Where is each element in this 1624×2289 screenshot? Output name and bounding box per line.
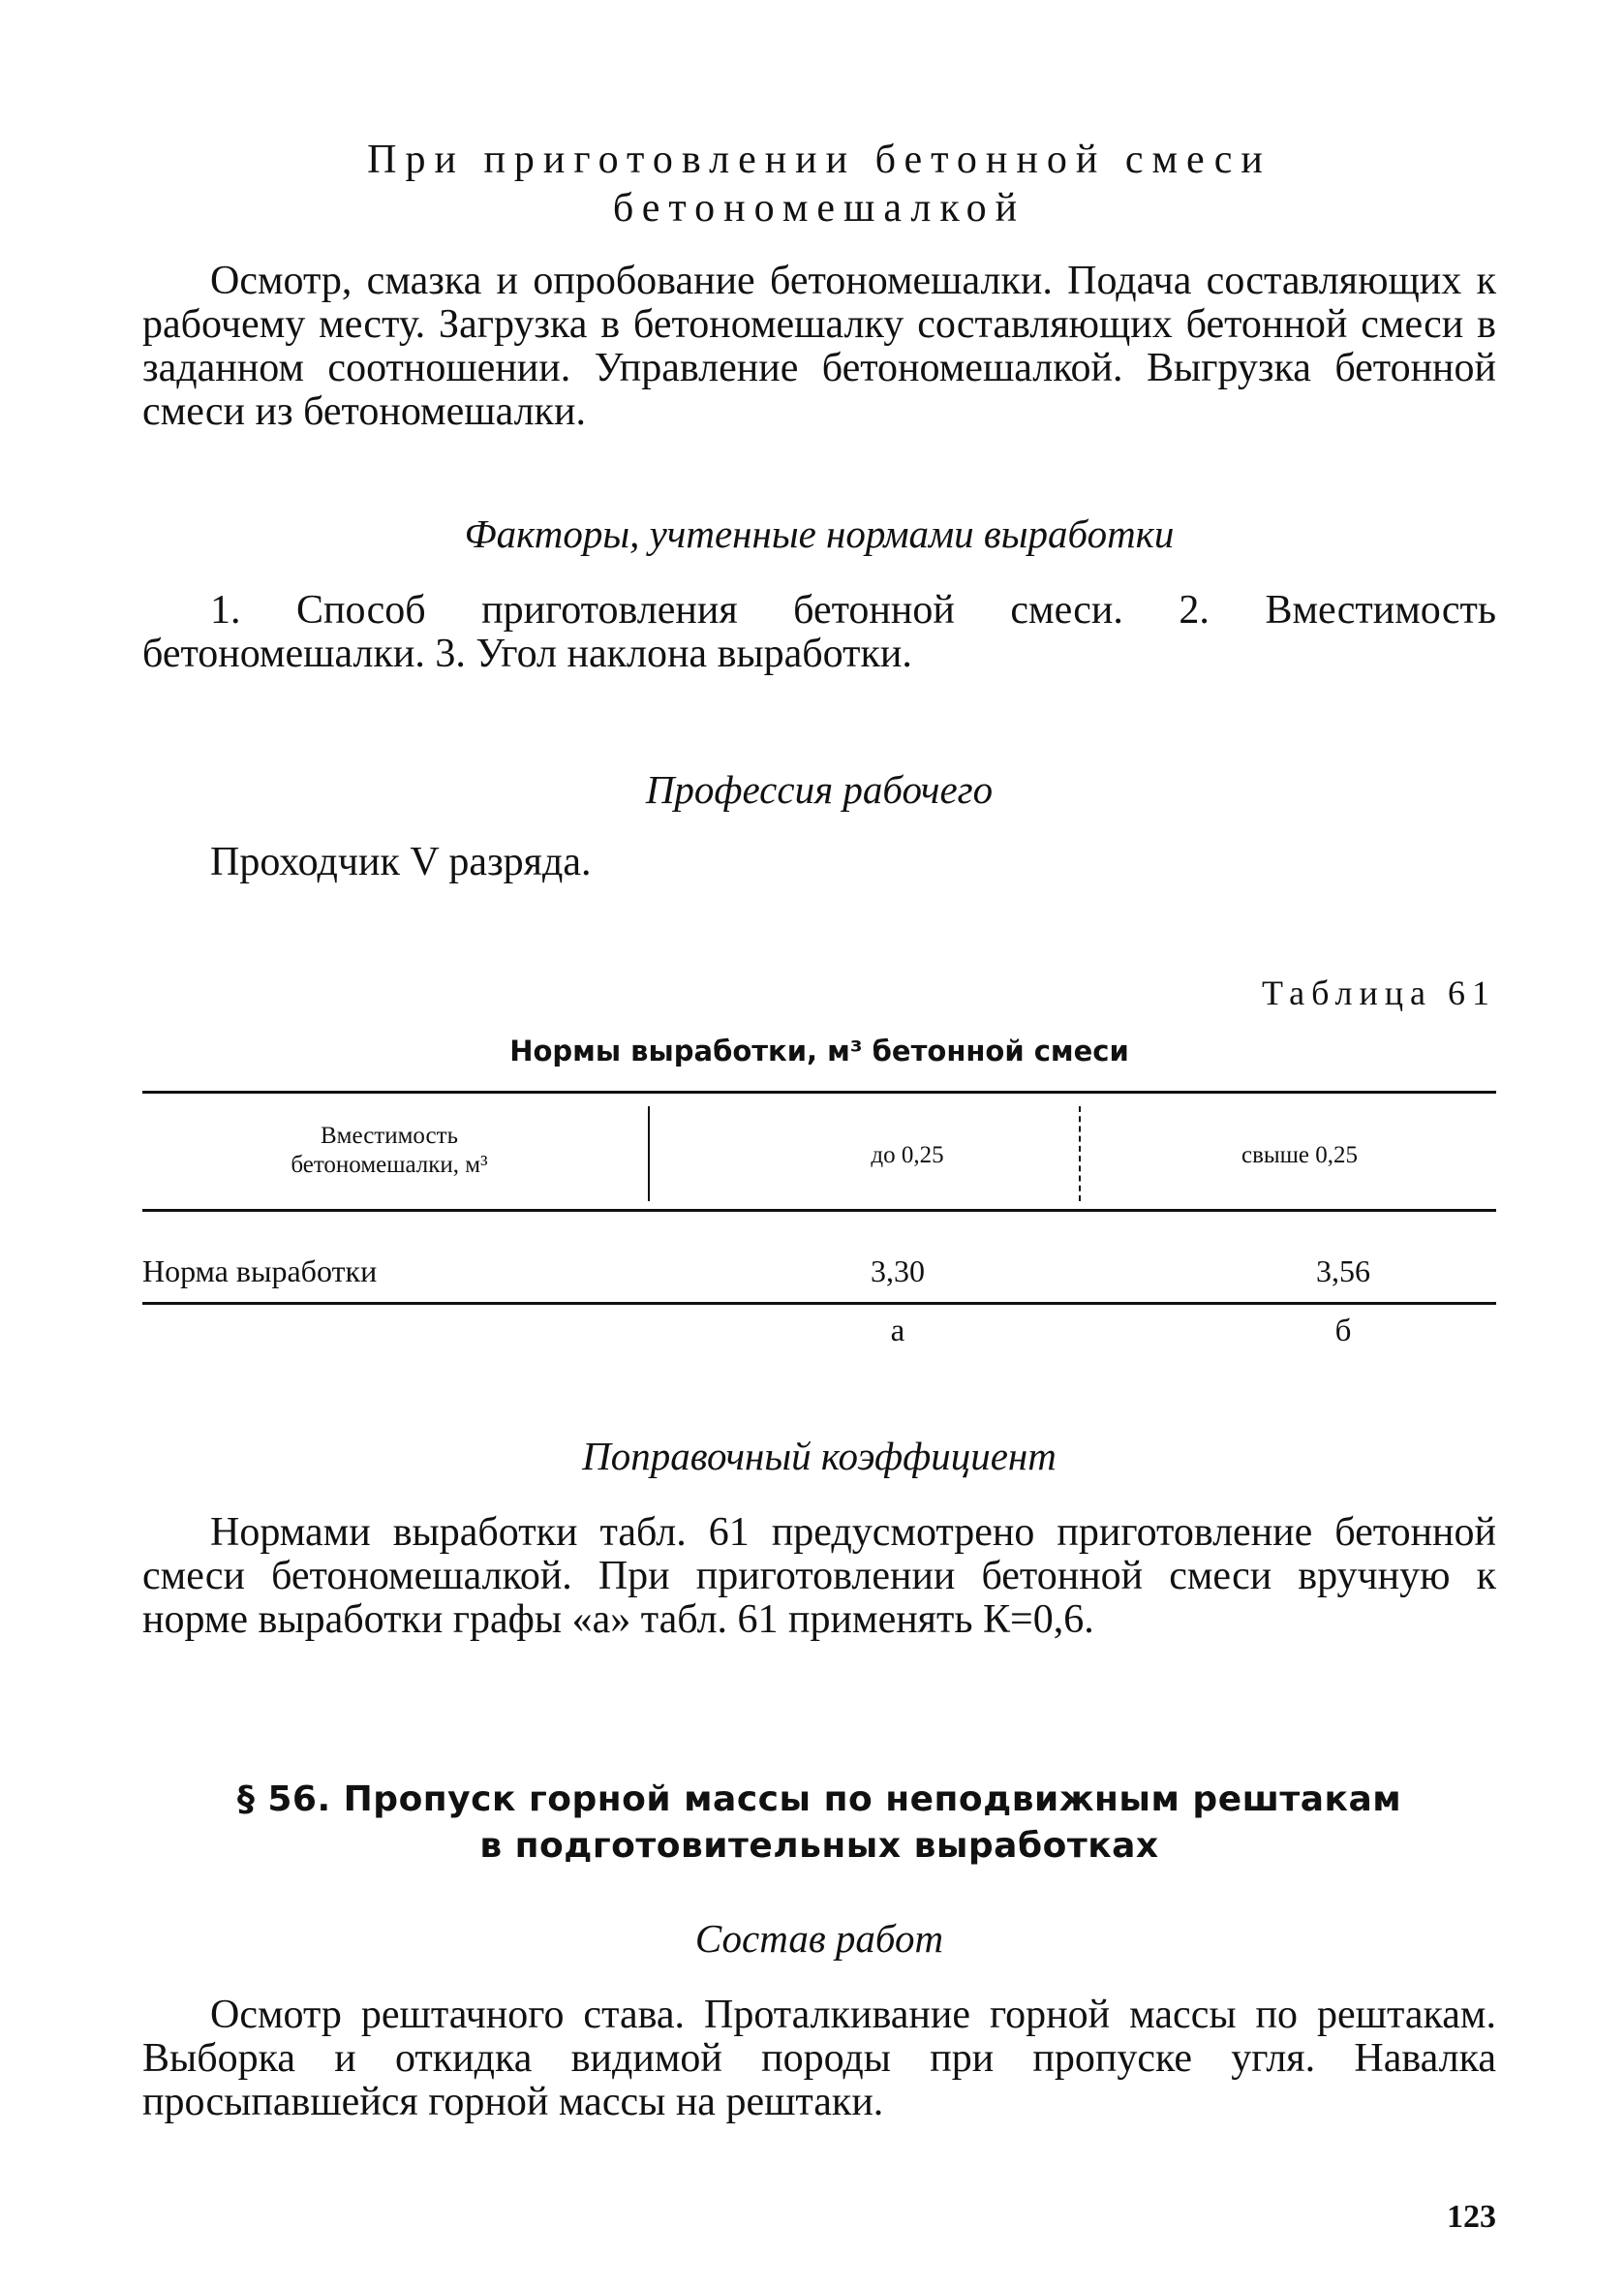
table-header-divider-1: [648, 1106, 650, 1201]
table-value-b: 3,56: [1316, 1253, 1370, 1288]
table-header-capacity-line-2: бетономешалки, м³: [291, 1152, 488, 1178]
table-bottom-rule: [142, 1302, 1496, 1305]
section-56-heading-line-2: в подготовительных выработках: [479, 1826, 1159, 1866]
table-header-capacity: [230, 1122, 549, 1180]
factors-heading: Факторы, учтенные нормами выработки: [464, 511, 1175, 556]
profession-heading: Профессия рабочего: [645, 767, 994, 812]
section-title: [142, 136, 1496, 232]
table-column-letter-b: б: [1334, 1314, 1352, 1348]
factors-paragraph: 1. Способ приготовления бетонной смеси. 2. Вместимость бетономешалки. 3. Угол наклона выработки.: [142, 588, 1496, 676]
table-column-letter-a: а: [890, 1314, 905, 1348]
work-composition-paragraph: Осмотр рештачного става. Проталкивание горной массы по рештакам. Выборка и откидка видимой породы при пропуске угля. Навалка просыпавшейся горной массы на рештаки.: [142, 1993, 1496, 2124]
table-title: Нормы выработки, м³ бетонной смеси: [509, 1035, 1129, 1067]
section-title-line-2: бетономешалкой: [612, 186, 1026, 231]
document-page: [142, 0, 1496, 2289]
table-header-rule: [142, 1209, 1496, 1212]
page-number: 123: [1447, 2199, 1496, 2235]
table-row-label: Норма выработки: [142, 1253, 378, 1288]
table-value-a: 3,30: [871, 1253, 925, 1288]
correction-paragraph: Нормами выработки табл. 61 предусмотрено приготовление бетонной смеси бетономешалкой. При приготовлении бетонной смеси вручную к норме выработки графы «а» табл. 61 применять К=0,6.: [142, 1510, 1496, 1642]
work-composition-heading: Состав работ: [694, 1916, 944, 1961]
section-56-heading: [142, 1777, 1496, 1870]
section-56-heading-line-1: § 56. Пропуск горной массы по неподвижным рештакам: [236, 1779, 1402, 1819]
table-header-divider-2: [1079, 1106, 1081, 1201]
table-header-up-to: до 0,25: [871, 1142, 944, 1168]
table-top-rule: [142, 1091, 1496, 1094]
section-title-line-1: При приготовлении бетонной смеси: [367, 138, 1272, 182]
correction-heading: Поправочный коэффициент: [582, 1434, 1057, 1478]
profession-paragraph: Проходчик V разряда.: [210, 840, 592, 884]
table-label: Таблица 61: [1262, 974, 1496, 1012]
table-header-capacity-line-1: Вместимость: [321, 1123, 458, 1149]
table-header-over: свыше 0,25: [1241, 1142, 1359, 1168]
work-description-paragraph: Осмотр, смазка и опробование бетономешалки. Подача составляющих к рабочему месту. Загрузка в бетономешалку составляющих бетонной смеси в заданном соотношении. Управление бетономешалкой. Выгрузка бетонной смеси из бетономешалки.: [142, 259, 1496, 434]
